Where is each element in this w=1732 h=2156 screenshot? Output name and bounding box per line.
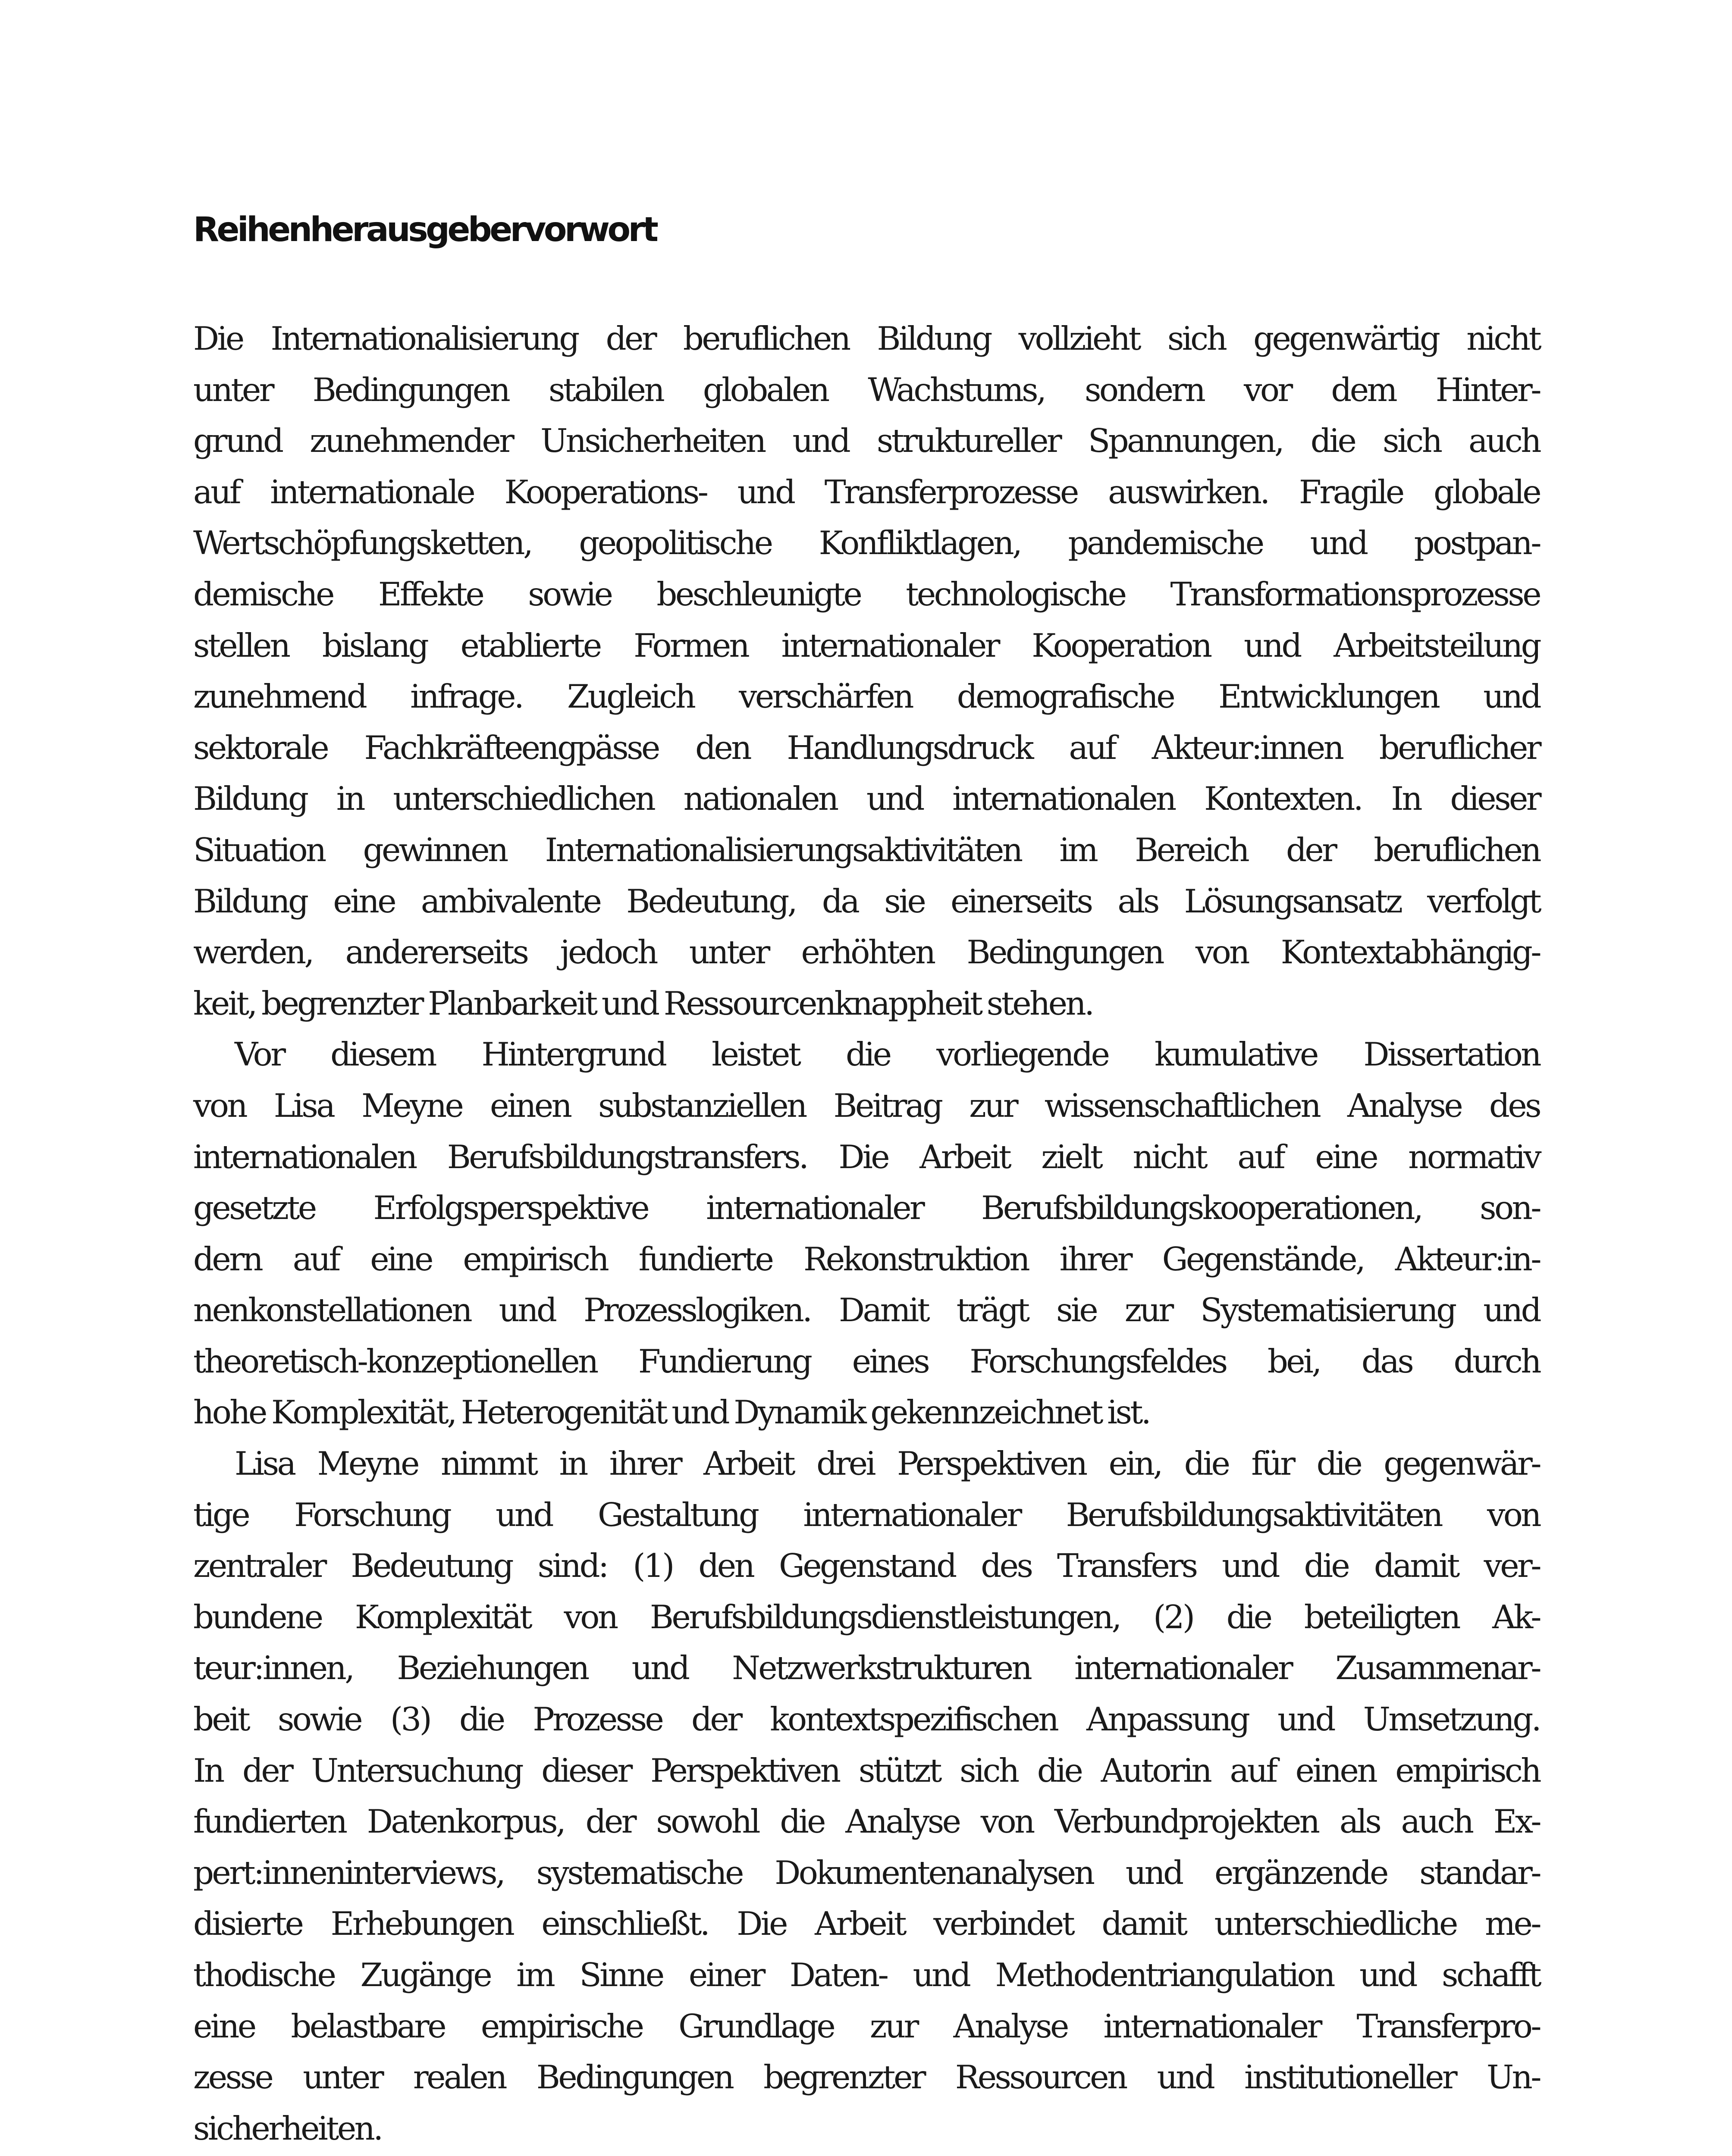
text-line: unter Bedingungen stabilen globalen Wachstums, sondern vor dem Hinter- — [193, 370, 1540, 409]
text-line: Bildung eine ambivalente Bedeutung, da sie einerseits als Lösungsansatz verfolgt — [193, 882, 1540, 920]
text-line: Wertschöpfungsketten, geopolitische Konfliktlagen, pandemische und postpan- — [193, 524, 1540, 562]
text-line: Lisa Meyne nimmt in ihrer Arbeit drei Perspektiven ein, die für die gegenwär- — [235, 1445, 1540, 1483]
text-line: Die Internationalisierung der beruflichen Bildung vollzieht sich gegenwärtig nicht — [193, 320, 1540, 357]
paragraph — [193, 1438, 1540, 2154]
text-line: beit sowie (3) die Prozesse der kontextspezifischen Anpassung und Umsetzung. — [193, 1700, 1540, 1739]
text-line: eine belastbare empirische Grundlage zur Analyse internationaler Transferpro- — [193, 2007, 1540, 2045]
text-line: zunehmend infrage. Zugleich verschärfen demografische Entwicklungen und — [193, 677, 1540, 716]
paragraph — [193, 313, 1540, 1029]
text-line: hohe Komplexität, Heterogenität und Dynamik gekennzeichnet ist. — [193, 1393, 1150, 1432]
text-line: tige Forschung und Gestaltung internationaler Berufsbildungsaktivitäten von — [193, 1495, 1540, 1534]
text-line: stellen bislang etablierte Formen internationaler Kooperation und Arbeitsteilung — [193, 626, 1540, 664]
text-line: zesse unter realen Bedingungen begrenzter Ressourcen und institutioneller Un- — [193, 2058, 1540, 2096]
text-line: von Lisa Meyne einen substanziellen Beitrag zur wissenschaftlichen Analyse des — [193, 1086, 1540, 1125]
text-line: bundene Komplexität von Berufsbildungsdienstleistungen, (2) die beteiligten Ak- — [193, 1598, 1540, 1636]
text-line: werden, andererseits jedoch unter erhöhten Bedingungen von Kontextabhängig- — [193, 933, 1540, 971]
text-line: sektorale Fachkräfteengpässe den Handlungsdruck auf Akteur:innen beruflicher — [193, 728, 1540, 767]
text-line: Vor diesem Hintergrund leistet die vorliegende kumulative Dissertation — [235, 1035, 1540, 1074]
text-line: disierte Erhebungen einschließt. Die Arbeit verbindet damit unterschiedliche me- — [193, 1905, 1540, 1943]
text-line — [193, 2154, 1540, 2156]
text-line: internationalen Berufsbildungstransfers. Die Arbeit zielt nicht auf eine normativ — [193, 1138, 1540, 1176]
text-line: fundierten Datenkorpus, der sowohl die Analyse von Verbundprojekten als auch Ex- — [193, 1802, 1540, 1841]
text-line: In der Untersuchung dieser Perspektiven stützt sich die Autorin auf einen empirisch — [193, 1751, 1540, 1789]
text-line: keit, begrenzter Planbarkeit und Ressourcenknappheit stehen. — [193, 984, 1093, 1022]
text-line: dern auf eine empirisch fundierte Rekonstruktion ihrer Gegenstände, Akteur:in- — [193, 1240, 1540, 1278]
text-line: demische Effekte sowie beschleunigte technologische Transformationsprozesse — [193, 575, 1540, 613]
text-line: zentraler Bedeutung sind: (1) den Gegenstand des Transfers und die damit ver- — [193, 1547, 1540, 1585]
text-line: teur:innen, Beziehungen und Netzwerkstrukturen internationaler Zusammenar- — [193, 1649, 1540, 1687]
text-line: thodische Zugänge im Sinne einer Daten- und Methodentriangulation und schafft — [193, 1956, 1540, 1994]
text-line: Situation gewinnen Internationalisierungsaktivitäten im Bereich der beruflichen — [193, 830, 1540, 869]
text-line: gesetzte Erfolgsperspektive internationaler Berufsbildungskooperationen, son- — [193, 1189, 1540, 1227]
text-line: sicherheiten. — [193, 2109, 382, 2147]
body-text — [193, 313, 1540, 2156]
text-line: pert:inneninterviews, systematische Dokumentenanalysen und ergänzende standar- — [193, 1853, 1540, 1892]
text-line: Bildung in unterschiedlichen nationalen und internationalen Kontexten. In dieser — [193, 780, 1540, 818]
paragraph — [193, 2154, 1540, 2156]
text-line: nenkonstellationen und Prozesslogiken. Damit trägt sie zur Systematisierung und — [193, 1291, 1540, 1329]
text-line: auf internationale Kooperations- und Transferprozesse auswirken. Fragile globale — [193, 473, 1540, 511]
text-line: theoretisch-konzeptionellen Fundierung eines Forschungsfeldes bei, das durch — [193, 1342, 1540, 1380]
text-line: grund zunehmender Unsicherheiten und struktureller Spannungen, die sich auch — [193, 422, 1540, 460]
page-heading: Reihenherausgebervorwort — [193, 210, 656, 249]
paragraph — [193, 1029, 1540, 1438]
